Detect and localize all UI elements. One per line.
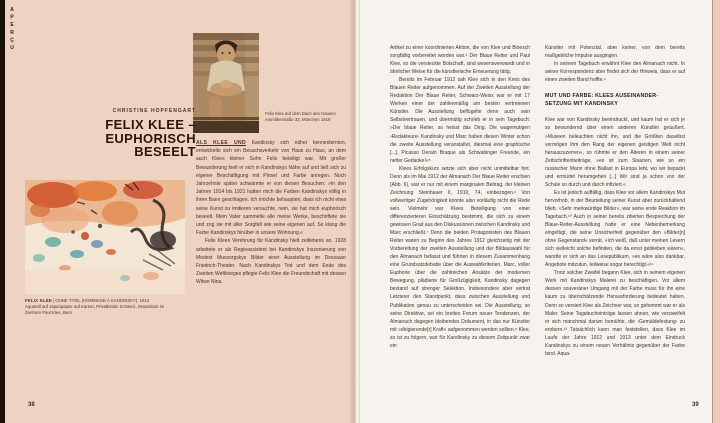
left-paragraph-1-text: Kandinsky sich näher kennenlernten, entwickelte sich ein Besuchsverkehr von Haus zu Haus, an dem auch Klees kleiner Sohn Felix beteiligt war. Mit großer Bewunderung hielt er sich in Kandinskys Nähe auf und ließ sich zu eigener Beschäftigung mit Pinsel und Farbe anregen. Noch Jahrzehnte später schwärmte er von diesen Besuchen: »In den Jahren 1914 bis 1921 hatten mich die Farben Kandinskys völlig in ihren Bann geschlagen. Ich möchte behaupten, dass ich nicht etwa seine Kunst zu imitieren versuchte, nein, sie hat mich euphorisch beseelt. Mein Vater sammelte alle meine Werke, beschriftete sie und zog sie mit aller Sorgfalt wie seine eigenen auf. So klang die Farbe Kandinskys hinüber in unsere Wohnung.« bbox=[196, 140, 346, 237]
left-page bbox=[5, 0, 357, 423]
col1-paragraph-3: Klees Erfolgskurs setzte sich aber nicht unmittelbar fort. Denn als im Mai 1912 der Almanach Der Blaue Reiter erschien (Abb. 6), war er nur mit einem marginalen Beitrag, der kleinen Zeichnung Steinhauer II, 1910, 74, einbezogen.⁶ Von vollwertiger Zugehörigkeit konnte also vorläufig nicht die Rede sein. Vielmehr war Klees Beteiligung von einer differenzierteren Einschätzung bestimmt, die sich zu einem gewissen Grad aus den Diskussionen zwischen Kandinsky und Marc erschließt.⁷ Denn die beiden Protagonisten des Blauen Reiter waren zu Beginn des Jahres 1912 gleichzeitig mit der Vorbereitung der zweiten Ausstellung und der Bildauswahl für den Almanach befasst und führten in diesem Zusammenhang eine Grundsatzdebatte über die Auswahlkriterien. Marc, voller Euphorie über die zahlreichen Ansätze der modernen Bewegung, plädierte für Großzügigkeit, Kandinsky dagegen bestand auf strenger Selektion. Insbesondere aber vertrat Letzterer den Standpunkt, dass zwischen Ausstellung und Publikation genau zu unterscheiden sei. Die Ausstellung, so seine Direktive, sei ein breites Forum neuer Tendenzen, der Almanach dagegen bleibendes Dokument, in das nur Künstler mit »dirigierende[r] Kraft« aufgenommen werden sollten.⁸ Klee, so ist zu folgern, war für Kandinsky zu diesem Zeitpunkt zwar ein bbox=[390, 165, 530, 349]
article-title-line-1: FELIX KLEE – bbox=[105, 117, 196, 132]
title-block bbox=[40, 108, 196, 159]
left-paragraph-2: Felix Klees Verehrung für Kandinsky hielt zeitlebens an. 1928 arbeitete er als Regieassistent bei Kandinskys Inszenierung von Modest Mussorgskys Bilder einer Ausstellung im Dessauer Friedrich-Theater. Nach Kandinskys Tod und dem Ende des Zweiten Weltkrieges pflegte Felix Klee die Freundschaft mit dessen Witwe Nina. bbox=[196, 238, 346, 286]
subheading-line-2: SETZUNG MIT KANDINSKY bbox=[545, 100, 619, 107]
next-page-edge bbox=[712, 0, 720, 423]
artwork-caption bbox=[25, 298, 171, 316]
col2-paragraph-3: Klee war von Kandinsky beeindruckt, und kaum hat er sich je so bewundernd über einen anderen Künstler geäußert. »Museen beleuchten nicht ihn, und die Größten daselbst vermögen ihm den Rang der eigenen geistigen Welt nicht herauszuzerren«, so rühmte er den Älteren in einem seiner Zeitschriftenbeiträge, »es ist zum Staunen, wie so ein russischer Mann ohne Ballast in Europa lebt, wo wir bepackt und ermüdet herumgehen [...] Wir sind ja schon von der Schule so durch und durch infiziert.« bbox=[545, 117, 685, 188]
left-paragraph-1 bbox=[196, 139, 346, 237]
right-column-1 bbox=[390, 44, 530, 400]
author-name: CHRISTINE HOPFENGART bbox=[112, 108, 196, 114]
felix-klee-photo bbox=[193, 33, 259, 133]
artwork-artist: FELIX KLEE bbox=[25, 298, 52, 303]
col2-paragraph-5: Trotz solcher Zweifel begann Klee, sich in seinem eigenen Werk mit Kandinskys Malerei zu beschäftigen. Vor allem dessen souveräner Umgang mit der Farbe muss für ihn eine kaum zu überschätzende Herausforderung bedeutet haben. Denn so versiert Klee als Zeichner war, so gehemmt war er als Maler. Seine Tagebucheinträge lassen ahnen, wie verzweifelt er sich manchmal darum bemühte, die ›Gemäldefestung‹ zu erobern.¹² Tatsächlich kann man feststellen, dass Klee im Laufe der Jahre 1912 und 1913 unter dem Eindruck Kandinskys zu einem neuen Verhältnis gegenüber der Farbe fand. Aqua- bbox=[545, 270, 685, 357]
artwork-credit: Aquarell auf Japanpapier auf Karton, Privatbesitz Schweiz, Depositum im Zentrum Paul Klee, Bern bbox=[25, 303, 165, 315]
col2-paragraph-1: Künstler mit Potenzial, aber keiner, von dem bereits maßgebliche Impulse ausgingen. bbox=[545, 45, 685, 60]
photo-caption: Felix Klee auf dem Dach des Hauses Ainmillerstraße 32, München 1919 bbox=[265, 111, 336, 122]
section-subheading bbox=[545, 93, 685, 108]
artwork-image bbox=[25, 180, 185, 294]
right-column-2 bbox=[545, 44, 685, 400]
section-label: APERÇU bbox=[9, 7, 15, 53]
left-body-text bbox=[196, 139, 346, 331]
lead-in-text: ALS KLEE UND bbox=[196, 140, 247, 146]
article-title-line-2: EUPHORISCH bbox=[105, 130, 196, 146]
subheading-line-1: MUT UND FARBE: KLEES AUSEINANDER- bbox=[545, 93, 659, 100]
col2-paragraph-2: In seinem Tagebuch erwähnt Klee den Almanach nicht. In seiner Korrespondenz aber findet sich der Hinweis, dass er auf einen zweiten Band hoffte.⁹ bbox=[545, 61, 685, 84]
page-number-right: 39 bbox=[692, 402, 699, 408]
page-number-left: 38 bbox=[28, 402, 35, 408]
col1-paragraph-1: Artikel zu einer koordinierten Aktion, die von Klee und Bloesch sorgfältig vorbereitet worden war.⁴ Der Blaue Reiter und Paul Klee, so die versteckte Botschaft, sind wesensverwandt und in ähnlicher Weise für die künstlerische Erneuerung tätig. bbox=[390, 45, 530, 76]
col2-paragraph-4: Es ist jedoch auffällig, dass Klee vor allem Kandinskys Mut hervorhob, in der Beurteilung seiner Kunst aber zurückhaltend blieb. »Sehr merkwürdige Bilder«, war seine erste Reaktion im Tagebuch.¹⁰ Auch in seiner bereits zitierten Besprechung der Blaue-Reiter-Ausstellung hatte er eine Nebenbemerkung eingefügt, die seine Unsicherheit gegenüber den »Bilder[n] ohne Gegenstand« verrät. »Ich weiß, daß unter meinen Lesern sich vielleicht solche befinden, die da ernst geblieben wären«, wandte er sich an das Lesepublikum, »es wäre also dankbar, Angebote mitzutun, teilweise sogar berechtigt.«¹¹ bbox=[545, 189, 685, 269]
watercolor-illustration bbox=[25, 180, 185, 294]
artwork-title: | OHNE TITEL (HOMMAGE À KANDINSKY), 1914 bbox=[53, 298, 150, 303]
col1-paragraph-2: Bereits im Februar 1912 sah Klee sich in den Kreis des Blauen Reiter aufgenommen. Auf der Zweiten Ausstellung der Redaktion Der Blaue Reiter, Schwarz-Weiss war er mit 17 Werken einer der zahlenmäßig am besten vertretenen Künstler. Die Ausstellung beflügelte denn auch sein Selbstvertrauen, und übermütig schrieb er in sein Tagebuch: »Der blaue Reiter, so heisst das Ding. Die wagemutigen ›Redakteure‹ Kandinsky und Marc haben diesen Winter schon die zweite Ausstellung veranstaltet, diesmal eine graphische [...]. Picasso Derain Braque als Schwabinger Freunde, ein netter Gedanke!«⁵ bbox=[390, 77, 530, 164]
article-title-line-3: BESEELT bbox=[134, 144, 196, 160]
right-page bbox=[360, 0, 712, 423]
photo-illustration bbox=[193, 33, 259, 133]
